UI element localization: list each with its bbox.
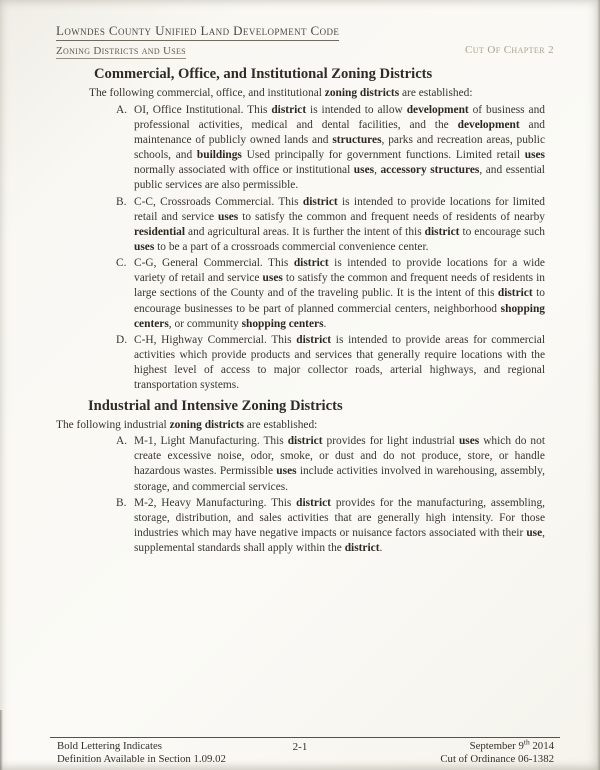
text-run: uses xyxy=(524,149,545,162)
text-run: development xyxy=(406,103,469,116)
section-heading-commercial: Commercial, Office, and Institutional Zoning Districts xyxy=(94,66,433,82)
text-run: , and essential public services are also permissible. xyxy=(134,164,545,192)
document-body xyxy=(56,62,545,557)
list-item-m1 xyxy=(116,434,545,495)
text-run: use xyxy=(526,527,543,540)
text-run: uses xyxy=(262,272,283,285)
text-run: C-C, Crossroads Commercial. This xyxy=(134,195,303,208)
text-run: accessory structures xyxy=(380,164,480,177)
list-item-text xyxy=(134,256,545,332)
text-run: , xyxy=(374,164,381,177)
text-run: uses xyxy=(134,240,155,253)
text-run: C-G, General Commercial. This xyxy=(134,257,294,270)
text-run: zoning districts xyxy=(169,418,244,431)
text-run: district xyxy=(296,333,332,346)
text-run: . xyxy=(379,542,383,555)
text-run: to satisfy the common and frequent needs of residents of nearby xyxy=(238,210,545,223)
list-item-text xyxy=(134,434,545,495)
text-run: residential xyxy=(134,225,186,238)
text-run: 2014 xyxy=(529,740,554,752)
list-item-cg xyxy=(116,256,545,332)
text-run: th xyxy=(523,737,530,747)
list-item-text xyxy=(134,195,545,256)
text-run: September 9 xyxy=(469,740,524,752)
list-item-label: B. xyxy=(116,496,127,509)
text-run: uses xyxy=(353,164,375,177)
text-run: which do not create excessive noise, odor, smoke, or dust and do not produce, store, or handle hazardous wastes. Permissible xyxy=(134,435,545,478)
text-run: uses xyxy=(458,435,480,448)
text-run: and maintenance of publicly owned lands and xyxy=(134,118,545,146)
list-item-label: D. xyxy=(116,333,128,346)
text-run: district xyxy=(497,287,533,300)
text-run: is intended to allow xyxy=(306,103,407,116)
footer-ordinance: Cut of Ordinance 06-1382 xyxy=(440,753,554,766)
list-item-label: C. xyxy=(116,257,127,270)
footer-note-line2: Definition Available in Section 1.09.02 xyxy=(57,753,226,766)
text-run: The following commercial, office, and institutional xyxy=(89,87,325,100)
text-run: development xyxy=(457,118,520,131)
list-item-text xyxy=(134,496,545,557)
text-run: district xyxy=(271,103,307,116)
page-header xyxy=(56,22,554,59)
text-run: is intended to provide areas for commercial activities which provide products and services that generally require locations with the highest level of access to major collector roads, arterial highways, and regional transportation systems. xyxy=(134,333,545,392)
list-item-oi xyxy=(116,103,545,194)
text-run: are established: xyxy=(399,87,473,100)
text-run: normally associated with office or institutional xyxy=(134,164,354,177)
text-run: buildings xyxy=(196,149,242,162)
footer-date xyxy=(440,737,554,753)
text-run: M-1, Light Manufacturing. This xyxy=(134,435,288,448)
text-run: of business and professional activities, medical and dental facilities, and the xyxy=(134,103,545,131)
text-run: structures xyxy=(332,133,382,146)
document-title: Lowndes County Unified Land Development Code xyxy=(56,23,339,41)
text-run: provides for the manufacturing, assembling, storage, distribution, and sales activities that are generally high intensity. For those industries which may have negative impacts or nuisance factors associated with their xyxy=(134,496,545,540)
page-number: 2-1 xyxy=(292,741,308,753)
text-run: to encourage such xyxy=(459,225,545,238)
text-run: , or community xyxy=(168,317,242,330)
text-run: C-H, Highway Commercial. This xyxy=(134,333,297,346)
footer-divider xyxy=(50,737,560,738)
section-intro-industrial xyxy=(56,418,545,433)
text-run: district xyxy=(424,225,460,238)
text-run: district xyxy=(287,435,323,448)
text-run: uses xyxy=(276,465,297,478)
list-item-m2 xyxy=(116,496,545,557)
text-run: district xyxy=(296,496,331,509)
text-run: district xyxy=(344,542,380,555)
text-run: OI, Office Institutional. This xyxy=(134,103,272,116)
text-run: to be a part of a crossroads commercial convenience center. xyxy=(154,240,429,253)
text-run: . xyxy=(323,317,327,330)
text-run: , supplemental standards shall apply within the xyxy=(134,527,545,555)
section-intro-commercial xyxy=(89,86,545,101)
list-item-ch xyxy=(116,333,545,394)
list-item-label: B. xyxy=(116,195,127,208)
text-run: shopping centers xyxy=(241,317,324,330)
list-item-cc xyxy=(116,195,545,256)
text-run: uses xyxy=(217,210,239,223)
footer-note xyxy=(57,740,226,767)
text-run: is intended to provide locations for a wide variety of retail and service xyxy=(134,257,545,285)
list-item-text xyxy=(134,103,545,194)
text-run: district xyxy=(302,195,338,208)
scan-edge-bottom-left xyxy=(0,710,3,770)
text-run: shopping centers xyxy=(134,302,545,330)
text-run: to satisfy the common and frequent needs of residents in large sections of the County and of the traveling public. It is the intent of this xyxy=(134,272,546,300)
text-run: district xyxy=(293,257,329,270)
footer-note-line1: Bold Lettering Indicates xyxy=(57,740,162,752)
list-item-label: A. xyxy=(116,103,128,116)
chapter-label: Cut Of Chapter 2 xyxy=(465,44,554,56)
list-item-text xyxy=(134,333,545,394)
text-run: include activities involved in warehousing, assembly, storage, and commercial services. xyxy=(134,465,545,493)
text-run: Used principally for government functions. Limited retail xyxy=(241,149,525,162)
text-run: , parks and recreation areas, public schools, and xyxy=(134,133,545,162)
text-run: is intended to provide locations for limited retail and service xyxy=(134,195,545,223)
list-item-label: A. xyxy=(116,435,128,448)
text-run: are established: xyxy=(243,418,318,431)
text-run: and agricultural areas. It is further the intent of this xyxy=(185,225,425,238)
footer-right xyxy=(440,737,554,767)
text-run: to encourage businesses to be part of planned commercial centers, neighborhood xyxy=(134,287,545,315)
text-run: zoning districts xyxy=(324,87,400,100)
section-heading-industrial: Industrial and Intensive Zoning Districts xyxy=(88,397,343,414)
text-run: M-2, Heavy Manufacturing. This xyxy=(134,496,297,509)
text-run: provides for light industrial xyxy=(322,435,459,448)
text-run: The following industrial xyxy=(56,418,170,431)
document-subtitle: Zoning Districts and Uses xyxy=(56,45,186,57)
